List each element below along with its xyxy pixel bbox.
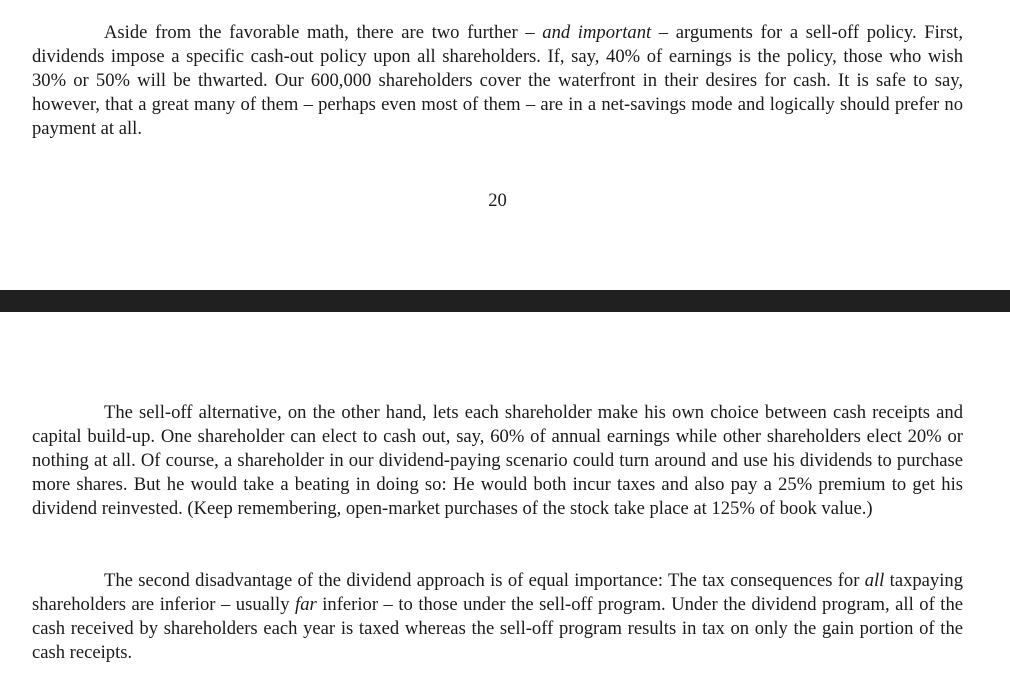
emphasized-text: all: [864, 570, 885, 591]
body-paragraph: [32, 21, 963, 141]
paragraph-text: taxpaying shareholders are inferior – usually: [32, 570, 963, 615]
body-paragraph: The sell-off alternative, on the other hand, lets each shareholder make his own choice between cash receipts and capital build-up. One shareholder can elect to cash out, say, 60% of annual earnings while other shareholders elect 20% or nothing at all. Of course, a shareholder in our dividend-paying scenario could turn around and use his dividends to purchase more shares. But he would take a beating in doing so: He would both incur taxes and also pay a 25% premium to get his dividend reinvested. (Keep remembering, open-market purchases of the stock take place at 125% of book value.): [32, 402, 963, 519]
paragraph-text: – arguments for a sell-off policy. First, dividends impose a specific cash-out policy upon all shareholders. If, say, 40% of earnings is the policy, those who wish 30% or 50% will be thwarted. Our 600,000 shareholders cover the waterfront in their desires for cash. It is safe to say, however, that a great many of them – perhaps even most of them – are in a net-savings mode and logically should prefer no payment at all.: [32, 22, 964, 139]
emphasized-text: far: [295, 594, 317, 615]
document-page-top: [0, 0, 1010, 290]
paragraph-text: inferior – to those under the sell-off program. Under the dividend program, all of the cash received by shareholders each year is taxed whereas the sell-off program results in tax on only the gain portion of the cash receipts.: [32, 594, 964, 663]
emphasized-text: and important: [542, 22, 652, 43]
body-paragraph: [32, 569, 963, 665]
paragraph-text: The second disadvantage of the dividend approach is of equal importance: The tax consequences for: [104, 570, 865, 591]
page-number: 20: [488, 190, 507, 211]
page-separator: [0, 290, 1010, 312]
paragraph-text: Aside from the favorable math, there are two further –: [104, 22, 543, 43]
